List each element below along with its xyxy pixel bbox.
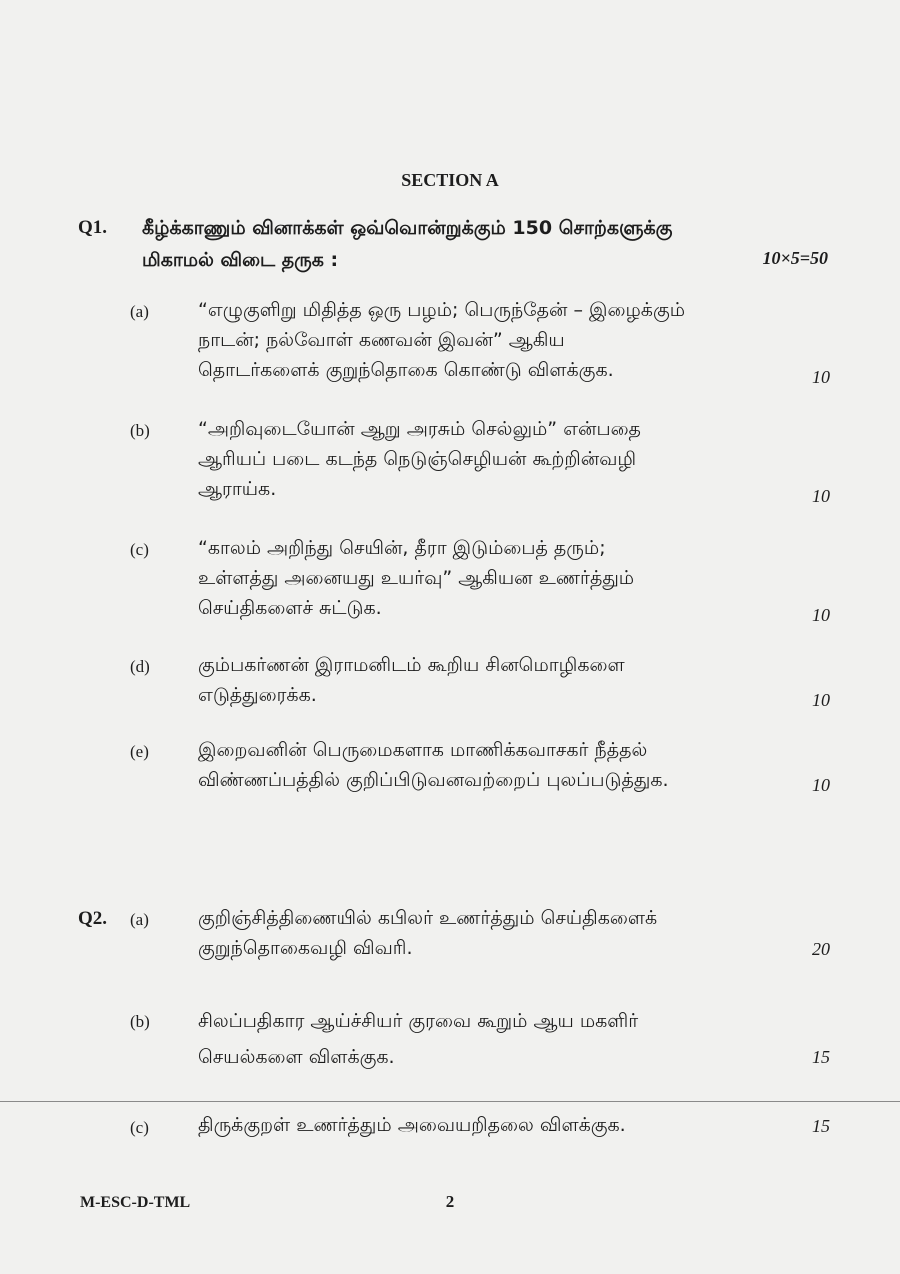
q1-part-c-text bbox=[198, 533, 788, 623]
q1-part-c-label: (c) bbox=[130, 540, 149, 559]
q1-part-e-marks: 10 bbox=[812, 775, 830, 795]
q1-part-a-line: “எழுகுளிறு மிதித்த ஒரு பழம்; பெருந்தேன் – இழைக்கும் bbox=[198, 299, 686, 321]
section-title: SECTION A bbox=[401, 170, 499, 190]
q1-part-c-line: “காலம் அறிந்து செயின், தீரா இடும்பைத் தரும்; bbox=[198, 537, 606, 559]
q2-part-a-line: குறிஞ்சித்திணையில் கபிலர் உணர்த்தும் செய்திகளைக் bbox=[198, 907, 658, 929]
q2-part-a-line: குறுந்தொகைவழி விவரி. bbox=[198, 937, 413, 959]
q1-part-a-line: நாடன்; நல்வோள் கணவன் இவன்” ஆகிய bbox=[198, 329, 565, 351]
q1-part-a-line: தொடர்களைக் குறுந்தொகை கொண்டு விளக்குக. bbox=[198, 359, 614, 381]
paper-code: M-ESC-D-TML bbox=[80, 1194, 191, 1211]
q2-part-c-text bbox=[198, 1110, 788, 1140]
q1-part-e-text bbox=[198, 735, 788, 795]
q1-part-b-line: ஆராய்க. bbox=[198, 478, 277, 500]
q1-part-b-line: “அறிவுடையோன் ஆறு அரசும் செல்லும்” என்பதை bbox=[198, 418, 641, 440]
q1-part-b-line: ஆரியப் படை கடந்த நெடுஞ்செழியன் கூற்றின்வழி bbox=[198, 448, 637, 470]
q2-number: Q2. bbox=[78, 908, 108, 929]
q1-part-c-line: உள்ளத்து அனையது உயர்வு” ஆகியன உணர்த்தும் bbox=[198, 567, 635, 589]
q1-instruction-line: கீழ்க்காணும் வினாக்கள் ஒவ்வொன்றுக்கும் 150 சொற்களுக்கு bbox=[142, 217, 673, 239]
q2-part-b-line: சிலப்பதிகார ஆய்ச்சியர் குரவை கூறும் ஆய மகளிர் bbox=[198, 1010, 639, 1032]
q2-part-c-label: (c) bbox=[130, 1118, 149, 1137]
q1-marks: 10×5=50 bbox=[762, 248, 828, 268]
q1-part-d-marks: 10 bbox=[812, 690, 830, 710]
q1-part-c-line: செய்திகளைச் சுட்டுக. bbox=[198, 597, 382, 619]
q1-number: Q1. bbox=[78, 217, 108, 238]
q1-part-d-label: (d) bbox=[130, 657, 150, 676]
q1-part-a-label: (a) bbox=[130, 302, 149, 321]
q1-part-d-line: கும்பகர்ணன் இராமனிடம் கூறிய சினமொழிகளை bbox=[198, 654, 625, 676]
q1-part-b-label: (b) bbox=[130, 421, 150, 440]
q1-part-a-text bbox=[198, 295, 788, 385]
page-divider bbox=[0, 1101, 900, 1102]
q1-part-b-text bbox=[198, 414, 788, 504]
q1-part-e-line: விண்ணப்பத்தில் குறிப்பிடுவனவற்றைப் புலப்படுத்துக. bbox=[198, 769, 669, 791]
q1-part-c-marks: 10 bbox=[812, 605, 830, 625]
q2-part-b-line: செயல்களை விளக்குக. bbox=[198, 1046, 395, 1068]
q1-part-a-marks: 10 bbox=[812, 367, 830, 387]
page-number: 2 bbox=[445, 1192, 455, 1211]
q2-part-b-marks: 15 bbox=[812, 1047, 830, 1067]
q2-part-a-text bbox=[198, 903, 788, 963]
q1-part-d-text bbox=[198, 650, 788, 710]
q1-part-e-line: இறைவனின் பெருமைகளாக மாணிக்கவாசகர் நீத்தல் bbox=[198, 739, 648, 761]
q2-part-c-line: திருக்குறள் உணர்த்தும் அவையறிதலை விளக்குக. bbox=[198, 1114, 626, 1136]
q1-part-b-marks: 10 bbox=[812, 486, 830, 506]
q1-part-e-label: (e) bbox=[130, 742, 149, 761]
q1-part-d-line: எடுத்துரைக்க. bbox=[198, 684, 317, 706]
q2-part-c-marks: 15 bbox=[812, 1116, 830, 1136]
q2-part-b-label: (b) bbox=[130, 1012, 150, 1031]
q2-part-a-marks: 20 bbox=[812, 939, 830, 959]
q2-part-a-label: (a) bbox=[130, 910, 149, 929]
q1-instruction-line: மிகாமல் விடை தருக : bbox=[142, 249, 339, 271]
q2-part-b-text bbox=[198, 1003, 788, 1075]
